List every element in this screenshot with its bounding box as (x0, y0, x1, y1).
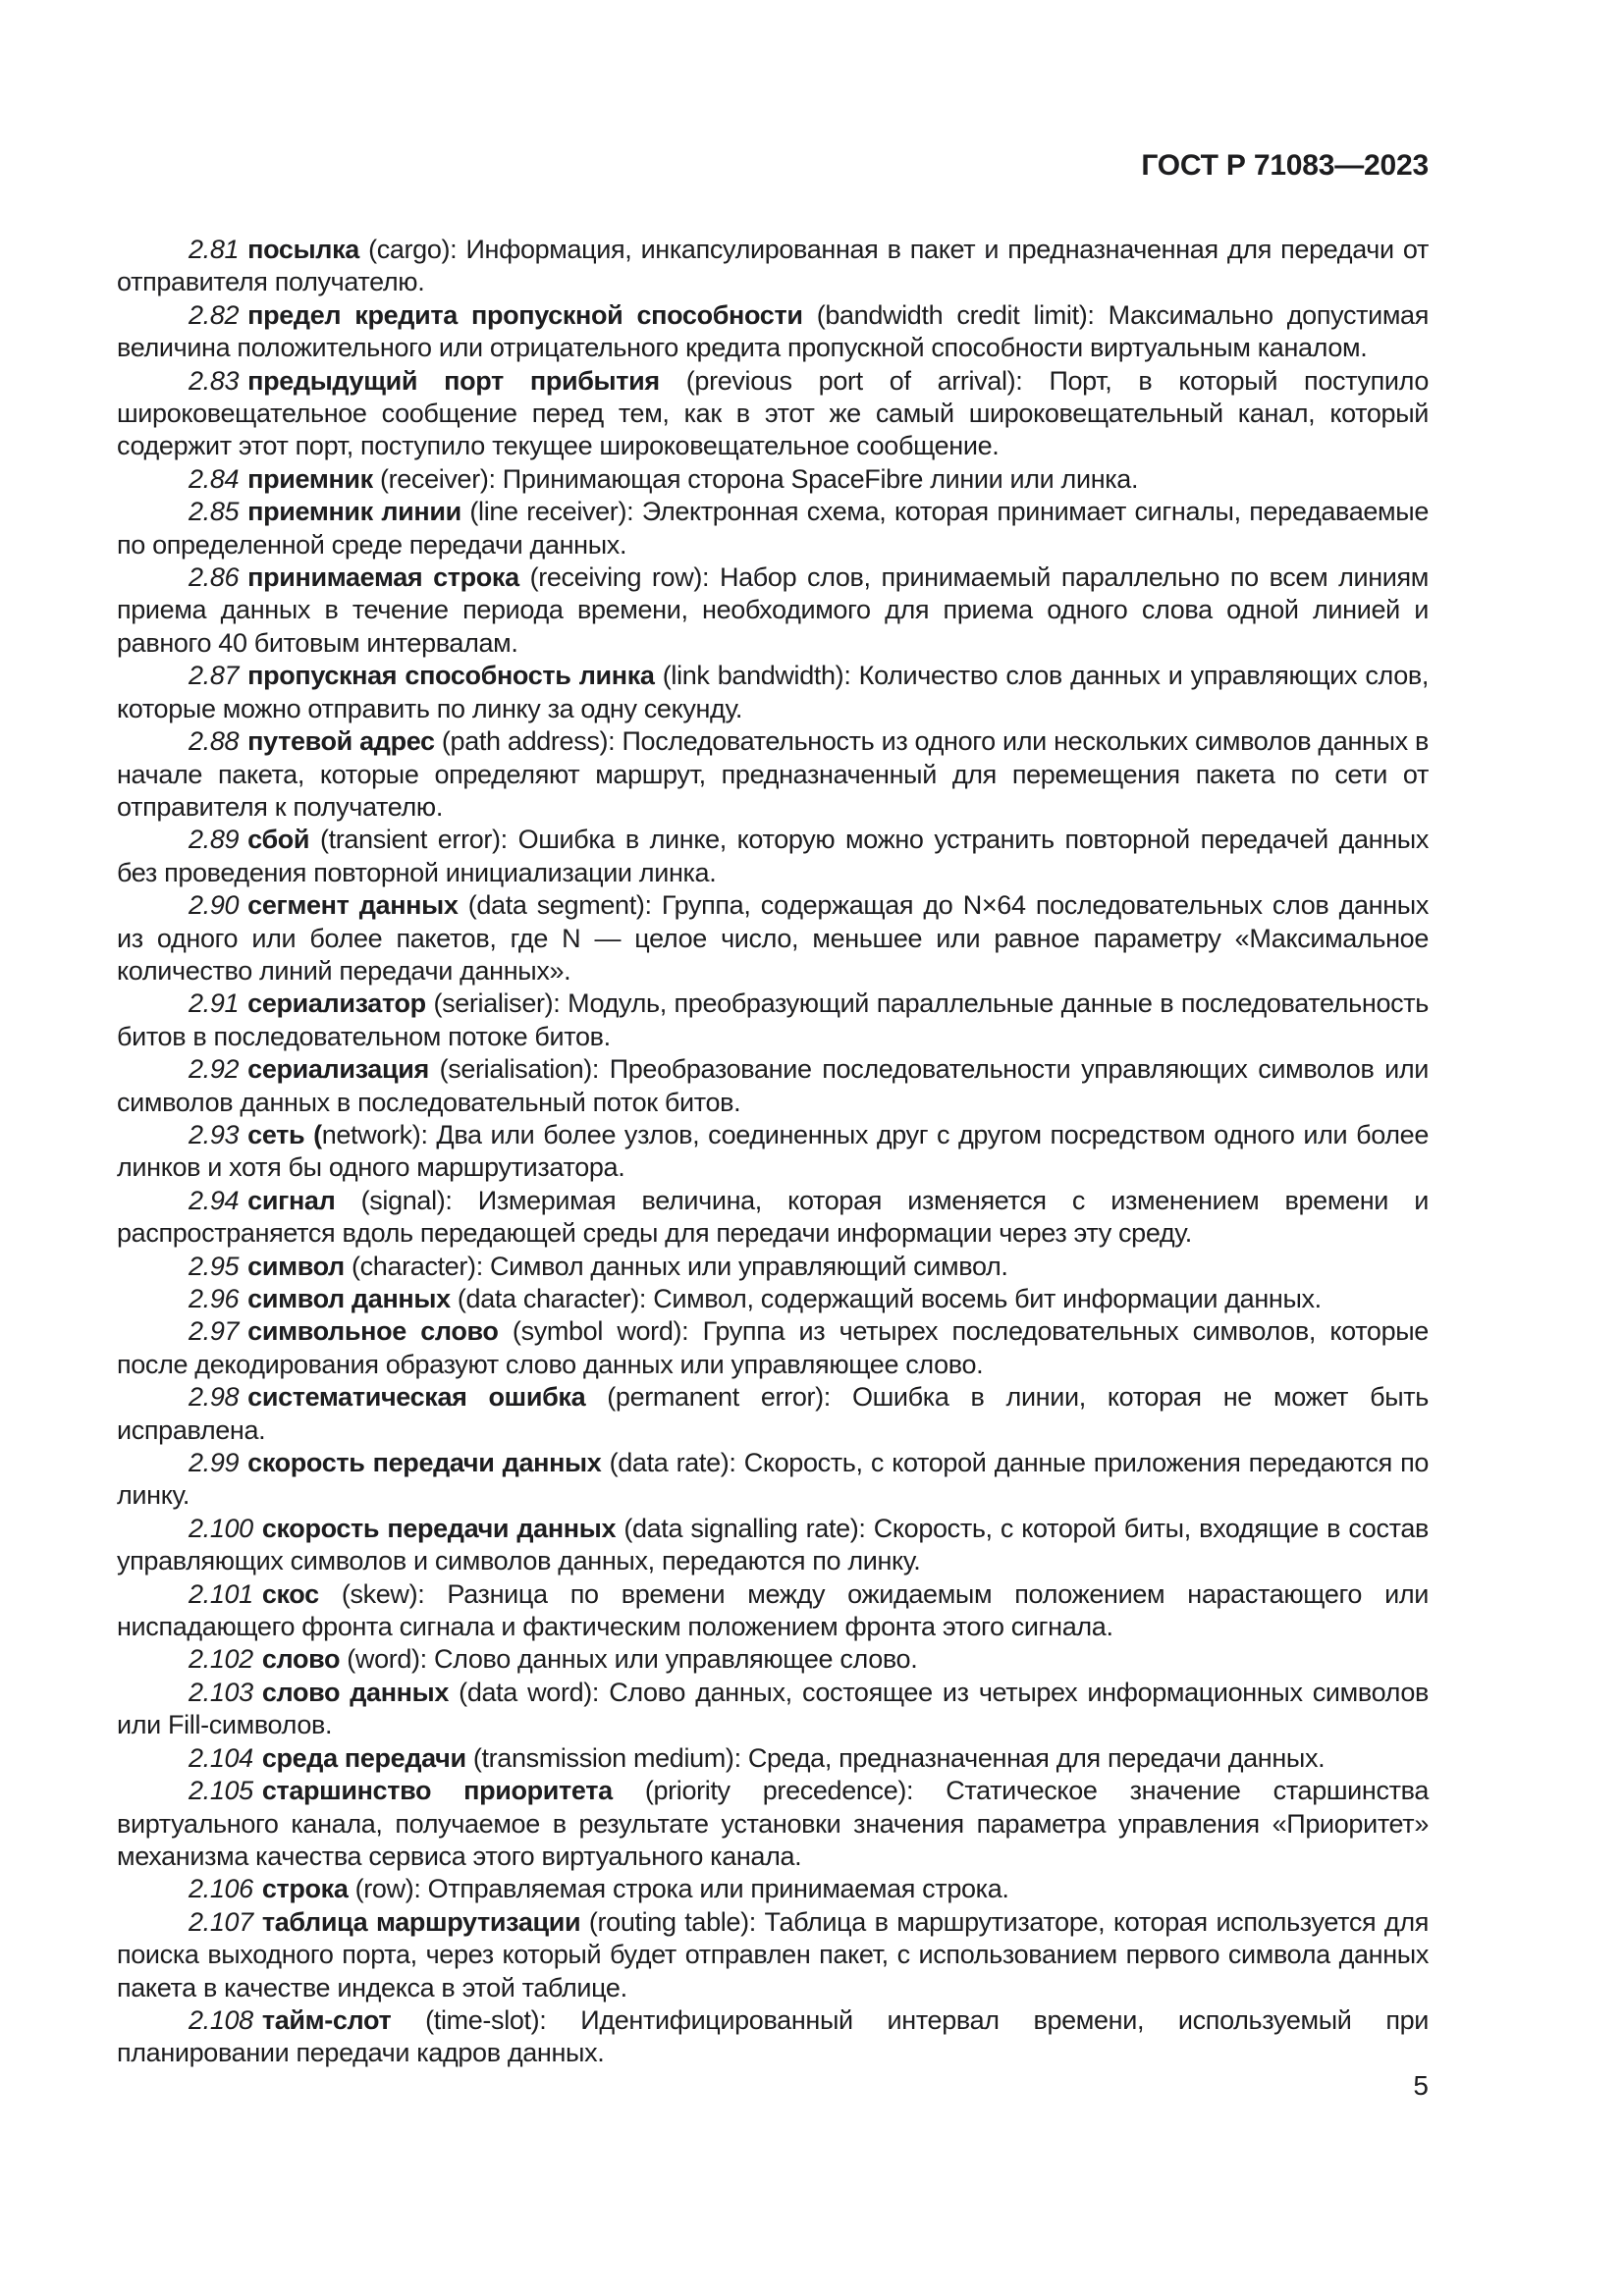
terms-section (117, 234, 1429, 2070)
term-paragraph (117, 1251, 1429, 1283)
term-definition: (priority precedence): Статическое значение старшинства виртуального канала, получаемое в результате установки значения параметра управления «Приоритет» механизма качества сервиса этого виртуального канала. (117, 1776, 1429, 1871)
term-title: сбой (247, 825, 310, 855)
term-number: 2.101 (189, 1578, 253, 1609)
term-definition: (signal): Измеримая величина, которая изменяется с изменением времени и распространяется вдоль передающей среды для передачи информации через эту среду. (117, 1185, 1429, 1249)
term-number: 2.103 (189, 1677, 253, 1707)
term-title: принимаемая строка (247, 562, 519, 593)
term-title: таблица маршрутизации (261, 1906, 581, 1937)
term-title: символьное слово (247, 1316, 499, 1347)
term-title: сигнал (247, 1185, 336, 1215)
term-paragraph (117, 365, 1429, 463)
term-number: 2.83 (189, 365, 240, 396)
term-number: 2.90 (189, 890, 240, 921)
term-definition: (row): Отправляемая строка или принимаемая строка. (348, 1874, 1009, 1904)
term-number: 2.97 (189, 1316, 240, 1347)
term-paragraph (117, 299, 1429, 365)
term-paragraph (117, 1283, 1429, 1315)
term-title: систематическая ошибка (247, 1382, 586, 1413)
term-title: посылка (247, 235, 359, 264)
term-definition: network): Два или более узлов, соединенных друг с другом посредством одного или более линков и хотя бы одного маршрутизатора. (117, 1119, 1429, 1183)
term-definition: (link bandwidth): Количество слов данных и управляющих слов, которые можно отправить по линку за одну секунду. (117, 661, 1430, 723)
term-title: среда передачи (261, 1742, 466, 1773)
term-paragraph (117, 2004, 1429, 2070)
term-number: 2.99 (189, 1448, 240, 1478)
term-definition: (time-slot): Идентифицированный интервал времени, используемый при планировании передачи кадров данных. (117, 2004, 1429, 2068)
term-title: скорость передачи данных (247, 1448, 602, 1478)
term-number: 2.96 (189, 1284, 240, 1313)
term-paragraph (117, 463, 1429, 496)
term-number: 2.82 (189, 299, 240, 330)
term-title: скос (261, 1578, 319, 1609)
term-title: сериализатор (247, 988, 426, 1019)
term-number: 2.86 (189, 562, 240, 593)
term-definition: (previous port of arrival): Порт, в который поступило широковещательное сообщение перед тем, как в этот же самый широковещательный канал, который содержит этот порт, поступило текущее широковещательное сообщение. (117, 365, 1429, 461)
term-number: 2.87 (189, 661, 240, 691)
term-title: предыдущий порт прибытия (247, 365, 660, 396)
term-paragraph (117, 561, 1429, 660)
term-title: предел кредита пропускной способности (247, 299, 803, 330)
term-number: 2.85 (189, 497, 240, 527)
term-paragraph (117, 1578, 1429, 1644)
term-title: тайм-слот (261, 2004, 392, 2035)
term-paragraph (117, 1775, 1429, 1873)
term-paragraph (117, 1906, 1429, 2004)
page-number: 5 (1413, 2070, 1429, 2101)
term-definition: (symbol word): Группа из четырех последовательных символов, которые после декодирования образуют слово данных или управляющее слово. (117, 1316, 1429, 1379)
term-definition: (data segment): Группа, содержащая до N×64 последовательных слов данных из одного или более пакетов, где N — целое число, меньшее или равное параметру «Максимальное количество линий передачи данных». (117, 890, 1429, 986)
term-definition: (transmission medium): Среда, предназначенная для передачи данных. (465, 1742, 1326, 1773)
term-number: 2.107 (189, 1906, 253, 1937)
term-title: сериализация (247, 1054, 429, 1085)
term-number: 2.88 (189, 726, 240, 757)
term-number: 2.94 (189, 1185, 240, 1215)
term-paragraph (117, 889, 1429, 988)
term-number: 2.81 (189, 235, 240, 264)
term-definition: (receiving row): Набор слов, принимаемый параллельно по всем линиям приема данных в течение периода времени, необходимого для приема одного слова одной линией и равного 40 битовым интервалам. (117, 562, 1430, 658)
term-title: строка (261, 1874, 349, 1904)
term-title: приемник линии (247, 497, 461, 527)
term-paragraph (117, 1447, 1429, 1513)
term-title: символ (247, 1251, 345, 1281)
term-definition: (permanent error): Ошибка в линии, которая не может быть исправлена. (117, 1382, 1429, 1445)
term-definition: (serialisation): Преобразование последовательности управляющих символов или символов данных в последовательный поток битов. (117, 1054, 1429, 1117)
term-definition: (data word): Слово данных, состоящее из четырех информационных символов или Fill-символов. (117, 1677, 1430, 1740)
term-paragraph (117, 1119, 1429, 1185)
term-definition: (data rate): Скорость, с которой данные приложения передаются по линку. (117, 1448, 1429, 1511)
term-definition: (cargo): Информация, инкапсулированная в пакет и предназначенная для передачи от отправителя получателю. (117, 235, 1429, 297)
term-title: сеть ( (247, 1119, 322, 1149)
term-definition: (bandwidth credit limit): Максимально допустимая величина положительного или отрицательного кредита пропускной способности виртуальным каналом. (117, 299, 1429, 363)
term-paragraph (117, 1315, 1429, 1381)
term-paragraph (117, 1677, 1429, 1742)
term-number: 2.108 (189, 2004, 253, 2035)
term-definition: (character): Символ данных или управляющий символ. (344, 1251, 1008, 1281)
term-number: 2.104 (189, 1742, 253, 1773)
term-definition: (routing table): Таблица в маршрутизаторе, которая используется для поиска выходного порта, через который будет отправлен пакет, с использованием первого символа данных пакета в качестве индекса в этой таблице. (117, 1906, 1429, 2002)
term-paragraph (117, 1643, 1429, 1676)
term-definition: (transient error): Ошибка в линке, которую можно устранить повторной передачей данных без проведения повторной инициализации линка. (117, 825, 1429, 887)
term-definition: (serialiser): Модуль, преобразующий параллельные данные в последовательность битов в последовательном потоке битов. (117, 988, 1429, 1051)
term-number: 2.92 (189, 1054, 240, 1085)
term-paragraph (117, 1513, 1429, 1578)
term-paragraph (117, 1053, 1429, 1119)
term-definition: (word): Слово данных или управляющее слово. (340, 1644, 918, 1675)
term-title: путевой адрес (247, 726, 435, 757)
term-number: 2.89 (189, 825, 240, 855)
term-definition: (data character): Символ, содержащий восемь бит информации данных. (450, 1284, 1322, 1313)
term-number: 2.102 (189, 1644, 253, 1675)
term-number: 2.84 (189, 463, 240, 494)
term-number: 2.105 (189, 1776, 253, 1806)
term-paragraph (117, 725, 1429, 824)
document-header: ГОСТ Р 71083—2023 (1141, 149, 1429, 182)
term-paragraph (117, 1873, 1429, 1905)
term-paragraph (117, 824, 1429, 889)
term-title: скорость передачи данных (261, 1513, 617, 1543)
term-title: символ данных (247, 1284, 451, 1313)
term-definition: (line receiver): Электронная схема, которая принимает сигналы, передаваемые по определенной среде передачи данных. (117, 497, 1429, 560)
term-number: 2.91 (189, 988, 240, 1019)
term-title: слово (261, 1644, 341, 1675)
term-title: сегмент данных (247, 890, 459, 921)
term-paragraph (117, 496, 1429, 561)
term-number: 2.100 (189, 1513, 253, 1543)
term-definition: (receiver): Принимающая сторона SpaceFibre линии или линка. (372, 463, 1139, 494)
term-title: пропускная способность линка (247, 661, 655, 691)
term-paragraph (117, 1185, 1429, 1251)
term-number: 2.93 (189, 1119, 240, 1149)
term-definition: (path address): Последовательность из одного или нескольких символов данных в начале пакета, которые определяют маршрут, предназначенный для перемещения пакета по сети от отправителя к получателю. (117, 726, 1429, 822)
term-paragraph (117, 1381, 1429, 1447)
term-paragraph (117, 660, 1429, 725)
term-title: старшинство приоритета (261, 1776, 613, 1806)
term-paragraph (117, 988, 1429, 1053)
term-number: 2.95 (189, 1251, 240, 1281)
term-number: 2.98 (189, 1382, 240, 1413)
term-definition: (data signalling rate): Скорость, с которой биты, входящие в состав управляющих символов и символов данных, передаются по линку. (117, 1513, 1429, 1576)
term-definition: (skew): Разница по времени между ожидаемым положением нарастающего или ниспадающего фронта сигнала и фактическим положением фронта этого сигнала. (117, 1578, 1429, 1642)
term-paragraph (117, 1742, 1429, 1775)
term-number: 2.106 (189, 1874, 253, 1904)
term-paragraph (117, 234, 1429, 299)
term-title: приемник (247, 463, 373, 494)
term-title: слово данных (261, 1677, 450, 1707)
